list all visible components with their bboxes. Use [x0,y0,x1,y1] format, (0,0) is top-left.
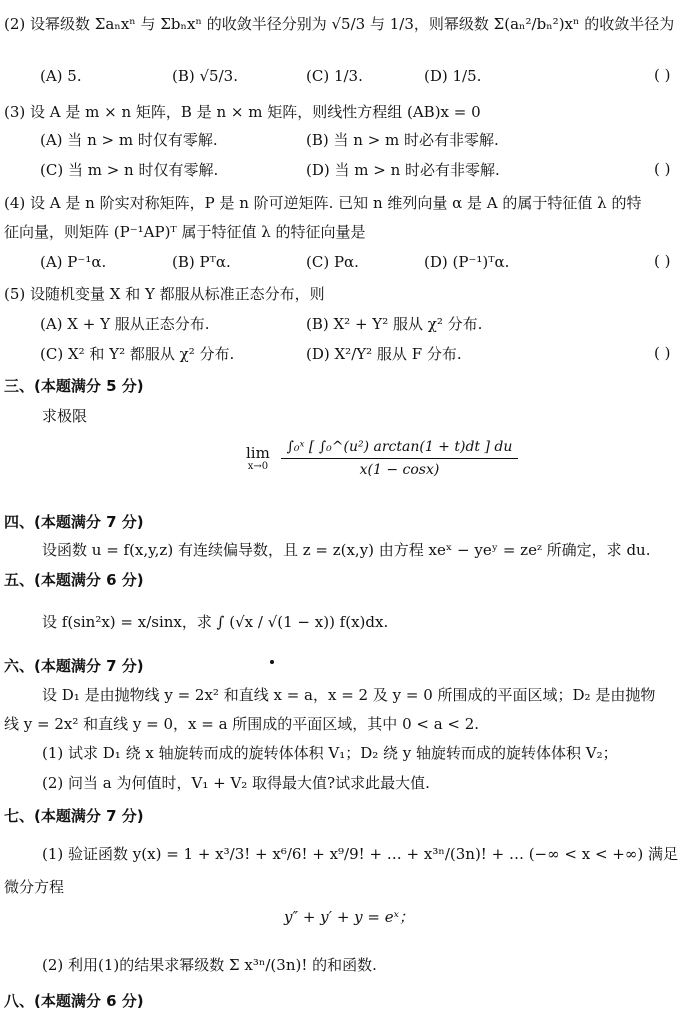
q3-stem: (3) 设 A 是 m × n 矩阵，B 是 n × m 矩阵，则线性方程组 (AB)x = 0 [4,103,481,121]
q2-option-a: (A) 5. [40,67,82,85]
section-6-line2: 线 y = 2x² 和直线 y = 0，x = a 所围成的平面区域，其中 0 < a < 2. [4,715,480,733]
lim-subscript: x→0 [247,461,269,472]
q4-option-b: (B) Pᵀα. [172,253,231,271]
section-6-line1: 设 D₁ 是由抛物线 y = 2x² 和直线 x = a，x = 2 及 y = 0 所围成的平面区域；D₂ 是由抛物 [42,686,656,704]
q4-stem-line2: 征向量，则矩阵 (P⁻¹AP)ᵀ 属于特征值 λ 的特征向量是 [4,223,366,241]
q4-option-c: (C) Pα. [306,253,359,271]
section-8-heading: 八、(本题满分 6 分) [4,992,144,1010]
section-4-text: 设函数 u = f(x,y,z) 有连续偏导数，且 z = z(x,y) 由方程 xeˣ − yeʸ = zeᶻ 所确定，求 du. [42,541,651,559]
q5-option-b: (B) X² + Y² 服从 χ² 分布. [306,315,483,333]
q2-option-b: (B) √5/3. [172,67,238,85]
q2-option-c: (C) 1/3. [306,67,363,85]
section-3-limit-formula [246,436,518,481]
section-4-heading: 四、(本题满分 7 分) [4,513,144,531]
q5-option-a: (A) X + Y 服从正态分布. [40,315,210,333]
q3-answer-paren: ( ) [654,160,671,178]
q5-option-c: (C) X² 和 Y² 都服从 χ² 分布. [40,345,235,363]
q4-answer-paren: ( ) [654,252,671,270]
q4-option-d: (D) (P⁻¹)ᵀα. [424,253,510,271]
stray-dot [270,660,274,664]
section-3-heading: 三、(本题满分 5 分) [4,377,144,395]
q4-option-a: (A) P⁻¹α. [40,253,107,271]
q5-option-d: (D) X²/Y² 服从 F 分布. [306,345,462,363]
section-7-line1: (1) 验证函数 y(x) = 1 + x³/3! + x⁶/6! + x⁹/9! + … + x³ⁿ/(3n)! + … (−∞ < x < +∞) 满足 [42,845,678,863]
section-3-prompt: 求极限 [42,407,88,425]
q3-option-d: (D) 当 m > n 时必有非零解. [306,161,500,179]
q2-answer-paren: ( ) [654,66,671,84]
section-5-text: 设 f(sin²x) = x/sinx，求 ∫ (√x / √(1 − x)) f(x)dx. [42,613,389,631]
section-6-heading: 六、(本题满分 7 分) [4,657,144,675]
q3-option-a: (A) 当 n > m 时仅有零解. [40,131,218,149]
section-7-differential-equation: y″ + y′ + y = eˣ； [284,908,414,926]
section-7-heading: 七、(本题满分 7 分) [4,807,144,825]
q2-stem: (2) 设幂级数 Σaₙxⁿ 与 Σbₙxⁿ 的收敛半径分别为 √5/3 与 1/3，则幂级数 Σ(aₙ²/bₙ²)xⁿ 的收敛半径为 [4,15,675,33]
q3-option-b: (B) 当 n > m 时必有非零解. [306,131,499,149]
section-6-line3: (1) 试求 D₁ 绕 x 轴旋转而成的旋转体体积 V₁；D₂ 绕 y 轴旋转而成的旋转体体积 V₂； [42,744,618,762]
q5-answer-paren: ( ) [654,344,671,362]
q2-option-d: (D) 1/5. [424,67,482,85]
section-7-line4: (2) 利用(1)的结果求幂级数 Σ x³ⁿ/(3n)! 的和函数. [42,956,377,974]
q5-stem: (5) 设随机变量 X 和 Y 都服从标准正态分布，则 [4,285,325,303]
section-5-heading: 五、(本题满分 6 分) [4,571,144,589]
section-6-line4: (2) 问当 a 为何值时，V₁ + V₂ 取得最大值?试求此最大值. [42,774,430,792]
q3-option-c: (C) 当 m > n 时仅有零解. [40,161,219,179]
limit-denominator: x(1 − cosx) [359,462,440,478]
limit-numerator: ∫₀ˣ [ ∫₀^(u²) arctan(1 + t)dt ] du [281,436,519,459]
section-7-line2: 微分方程 [4,878,65,896]
q4-stem-line1: (4) 设 A 是 n 阶实对称矩阵，P 是 n 阶可逆矩阵. 已知 n 维列向量 α 是 A 的属于特征值 λ 的特 [4,194,642,212]
lim-label: lim [246,444,270,462]
